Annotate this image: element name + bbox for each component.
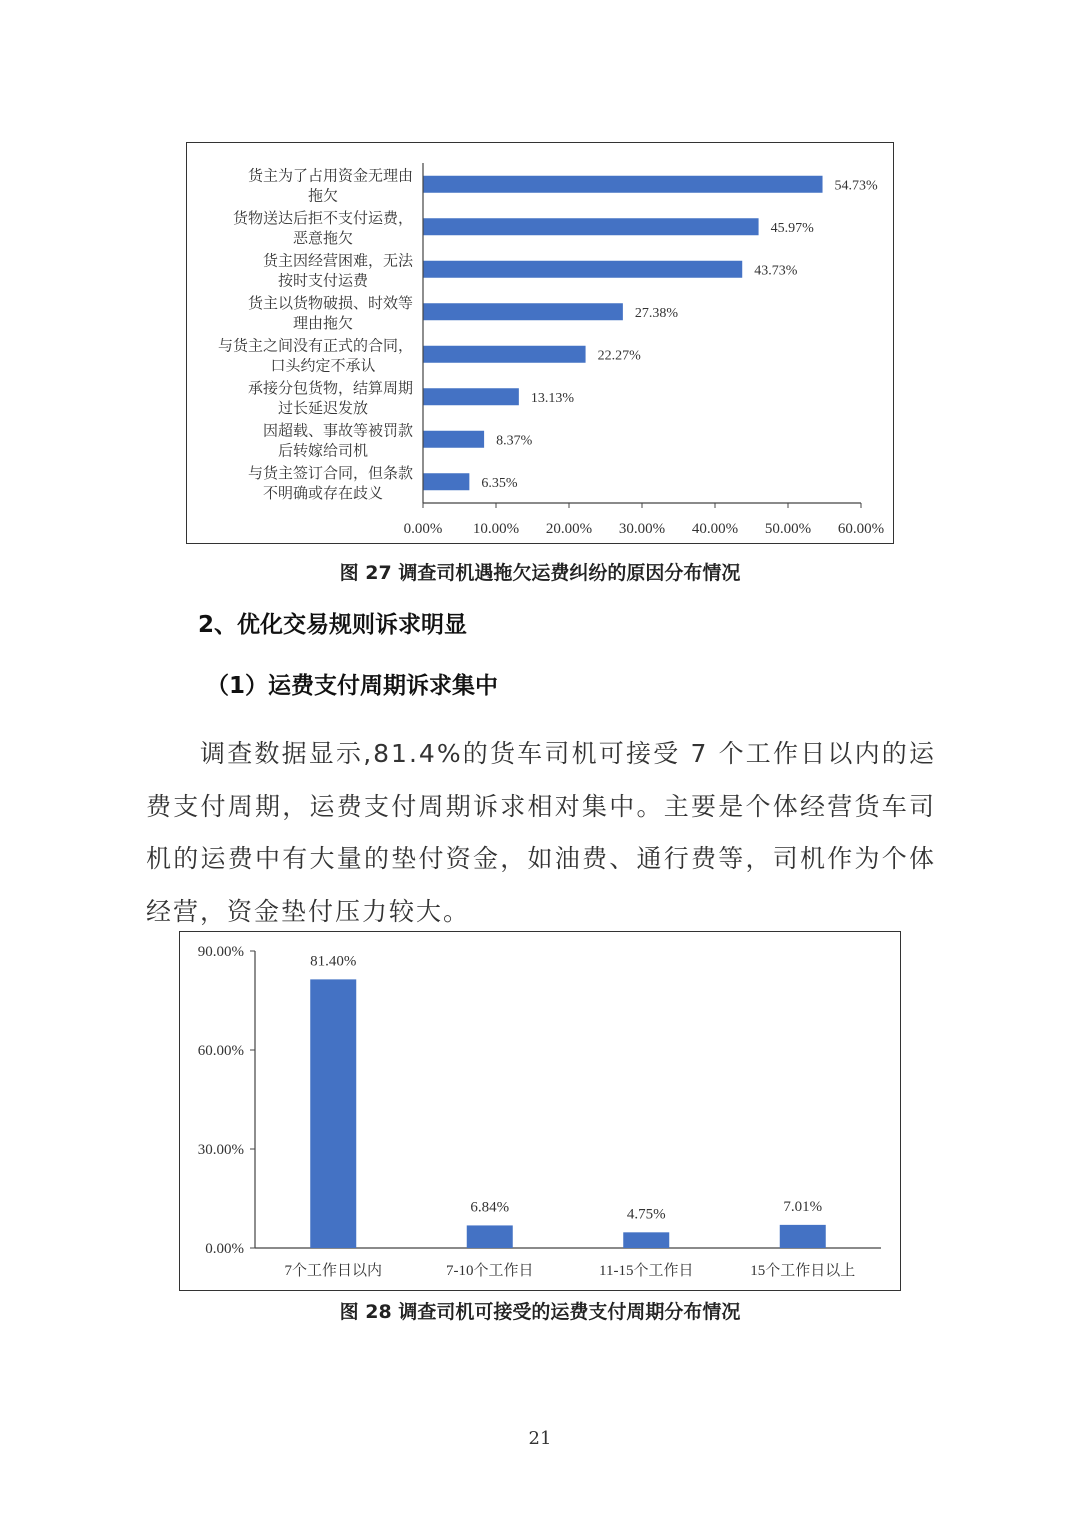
category-label-2-line1: 货主因经营困难，无法: [262, 253, 413, 270]
bar-5: [423, 388, 519, 405]
x-tick-label-4: 40.00%: [691, 521, 739, 537]
data-label-7: 6.35%: [481, 475, 518, 491]
y-tick-label-2: 60.00%: [197, 1043, 244, 1059]
x-tick-label-6: 60.00%: [837, 521, 885, 537]
category-label-4-line1: 与货主之间没有正式的合同，: [217, 338, 413, 355]
category-label-4-line2: 口头约定不承认: [270, 358, 376, 375]
data-label-0: 81.40%: [310, 953, 357, 970]
category-label-5-line1: 承接分包货物，结算周期: [247, 380, 413, 397]
section-heading: 2、优化交易规则诉求明显: [198, 612, 468, 638]
category-label-2: 11-15个工作日: [599, 1263, 694, 1279]
bar-6: [423, 431, 484, 448]
x-tick-label-0: 0.00%: [403, 521, 443, 537]
category-label-0-line1: 货主为了占用资金无理由: [247, 168, 413, 185]
category-label-7-line2: 不明确或存在歧义: [262, 485, 384, 502]
data-label-3: 27.38%: [634, 305, 679, 321]
category-label-2-line2: 按时支付运费: [277, 273, 369, 290]
category-label-1-line1: 货物送达后拒不支付运费，: [232, 210, 413, 227]
category-label-6-line1: 因超载、事故等被罚款: [262, 423, 413, 440]
category-label-3: 15个工作日以上: [750, 1263, 856, 1279]
bar-1: [423, 218, 759, 235]
data-label-1: 45.97%: [770, 220, 814, 236]
data-label-5: 13.13%: [530, 390, 575, 406]
category-label-0-line2: 拖欠: [307, 188, 339, 205]
bar-2: [423, 261, 742, 278]
bar-0: [310, 979, 356, 1248]
bar-2: [623, 1232, 669, 1248]
chart-payment-arrears-reasons: [186, 142, 894, 544]
data-label-1: 6.84%: [470, 1199, 510, 1216]
category-label-6-line2: 后转嫁给司机: [277, 443, 369, 460]
category-label-1-line2: 恶意拖欠: [292, 230, 354, 247]
category-label-7-line1: 与货主签订合同，但条款: [247, 465, 413, 482]
figure-28-caption: 图 28 调查司机可接受的运费支付周期分布情况: [339, 1301, 741, 1323]
data-label-0: 54.73%: [834, 178, 878, 194]
y-tick-label-3: 90.00%: [197, 944, 244, 960]
chart-28-svg: [180, 932, 902, 1292]
bar-1: [467, 1225, 513, 1248]
data-label-2: 43.73%: [754, 263, 798, 279]
y-tick-label-0: 0.00%: [205, 1241, 244, 1257]
y-tick-label-1: 30.00%: [197, 1142, 244, 1158]
bar-3: [780, 1225, 826, 1248]
chart-27-svg: [187, 143, 895, 545]
bar-3: [423, 303, 623, 320]
data-label-3: 7.01%: [783, 1198, 823, 1215]
body-paragraph: 调查数据显示,81.4%的货车司机可接受 7 个工作日以内的运费支付周期，运费支付周期诉求相对集中。主要是个体经营货车司机的运费中有大量的垫付资金，如油费、通行费等，司机作为个体经营，资金垫付压力较大。: [146, 739, 936, 926]
category-label-1: 7-10个工作日: [446, 1263, 534, 1279]
sub-heading: （1）运费支付周期诉求集中: [206, 673, 499, 699]
chart-payment-cycle: [179, 931, 901, 1291]
category-label-3-line2: 理由拖欠: [292, 315, 354, 332]
category-label-3-line1: 货主以货物破损、时效等: [247, 295, 413, 312]
data-label-2: 4.75%: [626, 1206, 666, 1223]
category-label-0: 7个工作日以内: [284, 1263, 383, 1279]
category-label-5-line2: 过长延迟发放: [277, 400, 369, 417]
data-label-6: 8.37%: [496, 433, 533, 449]
data-label-4: 22.27%: [597, 348, 641, 364]
x-tick-label-3: 30.00%: [618, 521, 666, 537]
figure-27-caption: 图 27 调查司机遇拖欠运费纠纷的原因分布情况: [339, 562, 741, 584]
x-tick-label-5: 50.00%: [764, 521, 812, 537]
page-number: 21: [528, 1428, 552, 1449]
bar-4: [423, 346, 586, 363]
x-tick-label-1: 10.00%: [472, 521, 520, 537]
bar-0: [423, 176, 823, 193]
bar-7: [423, 473, 469, 490]
x-tick-label-2: 20.00%: [545, 521, 593, 537]
